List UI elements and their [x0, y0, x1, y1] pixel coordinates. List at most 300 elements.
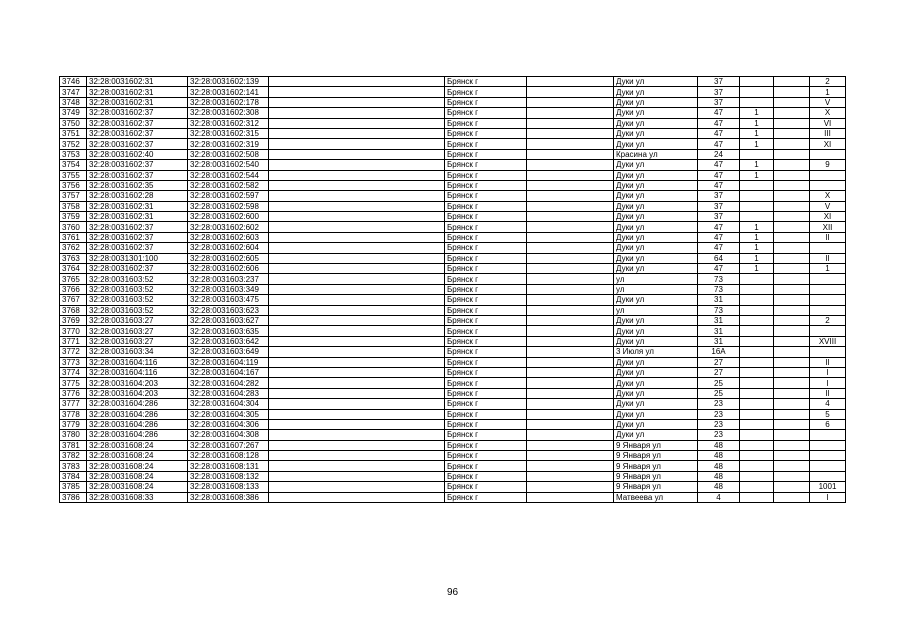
- land-cadastral-number-cell: 32:28:0031608:24: [87, 461, 188, 471]
- blank-cell-cell: [774, 253, 810, 263]
- row-number-cell: 3756: [60, 180, 87, 190]
- city-cell: Брянск г: [445, 315, 527, 325]
- land-cadastral-number-cell: 32:28:0031603:27: [87, 315, 188, 325]
- house-number-cell: 47: [698, 222, 740, 232]
- land-cadastral-number-cell: 32:28:0031602:31: [87, 212, 188, 222]
- building-number-cell: [740, 347, 774, 357]
- row-number-cell: 3771: [60, 336, 87, 346]
- city-cell: Брянск г: [445, 87, 527, 97]
- object-cadastral-number-cell: 32:28:0031608:131: [188, 461, 269, 471]
- table-row: [60, 378, 846, 388]
- land-cadastral-number-cell: 32:28:0031301:100: [87, 253, 188, 263]
- apartment-number-cell: [810, 471, 846, 481]
- blank-cell-cell: [774, 160, 810, 170]
- blank-cell-cell: [269, 139, 445, 149]
- city-cell: Брянск г: [445, 471, 527, 481]
- land-cadastral-number-cell: 32:28:0031608:24: [87, 482, 188, 492]
- blank-cell-cell: [774, 430, 810, 440]
- blank-cell-cell: [527, 378, 614, 388]
- blank-cell-cell: [527, 243, 614, 253]
- object-cadastral-number-cell: 32:28:0031602:606: [188, 264, 269, 274]
- object-cadastral-number-cell: 32:28:0031602:598: [188, 201, 269, 211]
- table-row: [60, 201, 846, 211]
- blank-cell-cell: [269, 97, 445, 107]
- city-cell: Брянск г: [445, 305, 527, 315]
- object-cadastral-number-cell: 32:28:0031608:128: [188, 451, 269, 461]
- row-number-cell: 3763: [60, 253, 87, 263]
- city-cell: Брянск г: [445, 212, 527, 222]
- blank-cell-cell: [774, 264, 810, 274]
- city-cell: Брянск г: [445, 347, 527, 357]
- city-cell: Брянск г: [445, 160, 527, 170]
- row-number-cell: 3772: [60, 347, 87, 357]
- blank-cell-cell: [527, 451, 614, 461]
- table-row: [60, 149, 846, 159]
- row-number-cell: 3770: [60, 326, 87, 336]
- city-cell: Брянск г: [445, 191, 527, 201]
- table-row: [60, 87, 846, 97]
- land-cadastral-number-cell: 32:28:0031604:116: [87, 367, 188, 377]
- street-cell: Дуки ул: [614, 336, 698, 346]
- city-cell: Брянск г: [445, 399, 527, 409]
- house-number-cell: 47: [698, 264, 740, 274]
- house-number-cell: 73: [698, 284, 740, 294]
- house-number-cell: 23: [698, 409, 740, 419]
- object-cadastral-number-cell: 32:28:0031602:139: [188, 77, 269, 87]
- table-row: [60, 409, 846, 419]
- blank-cell-cell: [269, 243, 445, 253]
- apartment-number-cell: II: [810, 232, 846, 242]
- blank-cell-cell: [269, 367, 445, 377]
- blank-cell-cell: [527, 128, 614, 138]
- land-cadastral-number-cell: 32:28:0031602:37: [87, 232, 188, 242]
- object-cadastral-number-cell: 32:28:0031608:386: [188, 492, 269, 502]
- land-cadastral-number-cell: 32:28:0031603:27: [87, 326, 188, 336]
- table-row: [60, 243, 846, 253]
- land-cadastral-number-cell: 32:28:0031608:24: [87, 471, 188, 481]
- street-cell: ул: [614, 274, 698, 284]
- row-number-cell: 3773: [60, 357, 87, 367]
- blank-cell-cell: [269, 180, 445, 190]
- street-cell: 9 Января ул: [614, 461, 698, 471]
- object-cadastral-number-cell: 32:28:0031602:540: [188, 160, 269, 170]
- city-cell: Брянск г: [445, 409, 527, 419]
- object-cadastral-number-cell: 32:28:0031608:132: [188, 471, 269, 481]
- land-cadastral-number-cell: 32:28:0031602:37: [87, 118, 188, 128]
- blank-cell-cell: [269, 222, 445, 232]
- apartment-number-cell: I: [810, 367, 846, 377]
- object-cadastral-number-cell: 32:28:0031604:308: [188, 430, 269, 440]
- blank-cell-cell: [774, 347, 810, 357]
- apartment-number-cell: [810, 461, 846, 471]
- blank-cell-cell: [269, 264, 445, 274]
- blank-cell-cell: [774, 461, 810, 471]
- street-cell: Дуки ул: [614, 201, 698, 211]
- blank-cell-cell: [527, 430, 614, 440]
- building-number-cell: [740, 77, 774, 87]
- land-cadastral-number-cell: 32:28:0031603:52: [87, 284, 188, 294]
- object-cadastral-number-cell: 32:28:0031602:308: [188, 108, 269, 118]
- blank-cell-cell: [774, 222, 810, 232]
- land-cadastral-number-cell: 32:28:0031602:35: [87, 180, 188, 190]
- building-number-cell: [740, 492, 774, 502]
- blank-cell-cell: [774, 201, 810, 211]
- apartment-number-cell: 5: [810, 409, 846, 419]
- house-number-cell: 25: [698, 388, 740, 398]
- city-cell: Брянск г: [445, 274, 527, 284]
- object-cadastral-number-cell: 32:28:0031604:282: [188, 378, 269, 388]
- blank-cell-cell: [774, 139, 810, 149]
- apartment-number-cell: I: [810, 492, 846, 502]
- object-cadastral-number-cell: 32:28:0031602:178: [188, 97, 269, 107]
- blank-cell-cell: [527, 191, 614, 201]
- object-cadastral-number-cell: 32:28:0031604:304: [188, 399, 269, 409]
- blank-cell-cell: [774, 108, 810, 118]
- building-number-cell: [740, 388, 774, 398]
- city-cell: Брянск г: [445, 378, 527, 388]
- city-cell: Брянск г: [445, 128, 527, 138]
- table-row: [60, 461, 846, 471]
- blank-cell-cell: [269, 191, 445, 201]
- house-number-cell: 48: [698, 471, 740, 481]
- row-number-cell: 3757: [60, 191, 87, 201]
- table-row: [60, 471, 846, 481]
- street-cell: Дуки ул: [614, 419, 698, 429]
- city-cell: Брянск г: [445, 326, 527, 336]
- blank-cell-cell: [269, 77, 445, 87]
- blank-cell-cell: [269, 409, 445, 419]
- street-cell: Дуки ул: [614, 222, 698, 232]
- building-number-cell: 1: [740, 128, 774, 138]
- blank-cell-cell: [527, 492, 614, 502]
- table-row: [60, 367, 846, 377]
- blank-cell-cell: [269, 388, 445, 398]
- blank-cell-cell: [527, 295, 614, 305]
- blank-cell-cell: [269, 347, 445, 357]
- row-number-cell: 3781: [60, 440, 87, 450]
- blank-cell-cell: [774, 482, 810, 492]
- street-cell: Дуки ул: [614, 315, 698, 325]
- row-number-cell: 3786: [60, 492, 87, 502]
- building-number-cell: [740, 367, 774, 377]
- object-cadastral-number-cell: 32:28:0031602:319: [188, 139, 269, 149]
- building-number-cell: 1: [740, 264, 774, 274]
- land-cadastral-number-cell: 32:28:0031604:286: [87, 399, 188, 409]
- city-cell: Брянск г: [445, 222, 527, 232]
- house-number-cell: 27: [698, 367, 740, 377]
- building-number-cell: 1: [740, 232, 774, 242]
- house-number-cell: 31: [698, 336, 740, 346]
- house-number-cell: 48: [698, 482, 740, 492]
- house-number-cell: 47: [698, 160, 740, 170]
- row-number-cell: 3755: [60, 170, 87, 180]
- street-cell: Дуки ул: [614, 367, 698, 377]
- row-number-cell: 3747: [60, 87, 87, 97]
- blank-cell-cell: [774, 295, 810, 305]
- street-cell: Дуки ул: [614, 212, 698, 222]
- cadastral-table: [59, 76, 846, 503]
- blank-cell-cell: [269, 295, 445, 305]
- object-cadastral-number-cell: 32:28:0031602:602: [188, 222, 269, 232]
- street-cell: Дуки ул: [614, 253, 698, 263]
- house-number-cell: 31: [698, 326, 740, 336]
- object-cadastral-number-cell: 32:28:0031602:605: [188, 253, 269, 263]
- blank-cell-cell: [774, 284, 810, 294]
- apartment-number-cell: [810, 274, 846, 284]
- building-number-cell: 1: [740, 222, 774, 232]
- object-cadastral-number-cell: 32:28:0031603:237: [188, 274, 269, 284]
- house-number-cell: 23: [698, 430, 740, 440]
- row-number-cell: 3769: [60, 315, 87, 325]
- apartment-number-cell: X: [810, 108, 846, 118]
- street-cell: 3 Июля ул: [614, 347, 698, 357]
- building-number-cell: [740, 419, 774, 429]
- street-cell: Матвеева ул: [614, 492, 698, 502]
- street-cell: 9 Января ул: [614, 482, 698, 492]
- land-cadastral-number-cell: 32:28:0031603:52: [87, 295, 188, 305]
- table-row: [60, 284, 846, 294]
- city-cell: Брянск г: [445, 284, 527, 294]
- building-number-cell: [740, 87, 774, 97]
- street-cell: Дуки ул: [614, 77, 698, 87]
- object-cadastral-number-cell: 32:28:0031603:635: [188, 326, 269, 336]
- building-number-cell: 1: [740, 108, 774, 118]
- row-number-cell: 3748: [60, 97, 87, 107]
- object-cadastral-number-cell: 32:28:0031602:603: [188, 232, 269, 242]
- table-row: [60, 357, 846, 367]
- table-row: [60, 451, 846, 461]
- row-number-cell: 3762: [60, 243, 87, 253]
- building-number-cell: 1: [740, 160, 774, 170]
- object-cadastral-number-cell: 32:28:0031607:267: [188, 440, 269, 450]
- land-cadastral-number-cell: 32:28:0031602:28: [87, 191, 188, 201]
- blank-cell-cell: [527, 409, 614, 419]
- blank-cell-cell: [774, 149, 810, 159]
- city-cell: Брянск г: [445, 451, 527, 461]
- blank-cell-cell: [774, 232, 810, 242]
- row-number-cell: 3776: [60, 388, 87, 398]
- row-number-cell: 3768: [60, 305, 87, 315]
- blank-cell-cell: [527, 87, 614, 97]
- city-cell: Брянск г: [445, 440, 527, 450]
- row-number-cell: 3779: [60, 419, 87, 429]
- row-number-cell: 3760: [60, 222, 87, 232]
- object-cadastral-number-cell: 32:28:0031603:627: [188, 315, 269, 325]
- house-number-cell: 73: [698, 305, 740, 315]
- table-row: [60, 191, 846, 201]
- street-cell: Дуки ул: [614, 388, 698, 398]
- city-cell: Брянск г: [445, 118, 527, 128]
- street-cell: Дуки ул: [614, 243, 698, 253]
- land-cadastral-number-cell: 32:28:0031602:31: [87, 201, 188, 211]
- blank-cell-cell: [527, 77, 614, 87]
- apartment-number-cell: [810, 430, 846, 440]
- blank-cell-cell: [269, 336, 445, 346]
- table-row: [60, 399, 846, 409]
- apartment-number-cell: 2: [810, 315, 846, 325]
- blank-cell-cell: [527, 326, 614, 336]
- building-number-cell: [740, 315, 774, 325]
- building-number-cell: 1: [740, 170, 774, 180]
- land-cadastral-number-cell: 32:28:0031602:37: [87, 264, 188, 274]
- row-number-cell: 3775: [60, 378, 87, 388]
- apartment-number-cell: 1: [810, 264, 846, 274]
- apartment-number-cell: XI: [810, 139, 846, 149]
- table-row: [60, 440, 846, 450]
- object-cadastral-number-cell: 32:28:0031603:623: [188, 305, 269, 315]
- apartment-number-cell: [810, 305, 846, 315]
- house-number-cell: 48: [698, 451, 740, 461]
- object-cadastral-number-cell: 32:28:0031602:544: [188, 170, 269, 180]
- apartment-number-cell: [810, 284, 846, 294]
- table-row: [60, 222, 846, 232]
- house-number-cell: 31: [698, 315, 740, 325]
- house-number-cell: 23: [698, 399, 740, 409]
- table-body: [60, 77, 846, 503]
- apartment-number-cell: 1001: [810, 482, 846, 492]
- land-cadastral-number-cell: 32:28:0031602:37: [87, 128, 188, 138]
- land-cadastral-number-cell: 32:28:0031603:34: [87, 347, 188, 357]
- table-row: [60, 347, 846, 357]
- blank-cell-cell: [269, 128, 445, 138]
- house-number-cell: 47: [698, 243, 740, 253]
- blank-cell-cell: [269, 284, 445, 294]
- blank-cell-cell: [527, 367, 614, 377]
- house-number-cell: 47: [698, 128, 740, 138]
- blank-cell-cell: [774, 97, 810, 107]
- street-cell: ул: [614, 284, 698, 294]
- house-number-cell: 64: [698, 253, 740, 263]
- blank-cell-cell: [774, 87, 810, 97]
- blank-cell-cell: [527, 108, 614, 118]
- apartment-number-cell: X: [810, 191, 846, 201]
- house-number-cell: 47: [698, 139, 740, 149]
- table-row: [60, 326, 846, 336]
- house-number-cell: 27: [698, 357, 740, 367]
- house-number-cell: 16А: [698, 347, 740, 357]
- house-number-cell: 73: [698, 274, 740, 284]
- building-number-cell: [740, 451, 774, 461]
- street-cell: Дуки ул: [614, 108, 698, 118]
- object-cadastral-number-cell: 32:28:0031602:604: [188, 243, 269, 253]
- object-cadastral-number-cell: 32:28:0031604:306: [188, 419, 269, 429]
- street-cell: Дуки ул: [614, 326, 698, 336]
- blank-cell-cell: [774, 326, 810, 336]
- apartment-number-cell: II: [810, 388, 846, 398]
- blank-cell-cell: [269, 461, 445, 471]
- blank-cell-cell: [527, 461, 614, 471]
- row-number-cell: 3746: [60, 77, 87, 87]
- blank-cell-cell: [774, 305, 810, 315]
- land-cadastral-number-cell: 32:28:0031603:27: [87, 336, 188, 346]
- row-number-cell: 3767: [60, 295, 87, 305]
- city-cell: Брянск г: [445, 139, 527, 149]
- blank-cell-cell: [269, 357, 445, 367]
- land-cadastral-number-cell: 32:28:0031604:286: [87, 419, 188, 429]
- city-cell: Брянск г: [445, 77, 527, 87]
- street-cell: Дуки ул: [614, 264, 698, 274]
- city-cell: Брянск г: [445, 295, 527, 305]
- blank-cell-cell: [527, 212, 614, 222]
- city-cell: Брянск г: [445, 264, 527, 274]
- building-number-cell: [740, 191, 774, 201]
- building-number-cell: [740, 399, 774, 409]
- object-cadastral-number-cell: 32:28:0031608:133: [188, 482, 269, 492]
- blank-cell-cell: [269, 440, 445, 450]
- house-number-cell: 24: [698, 149, 740, 159]
- blank-cell-cell: [269, 378, 445, 388]
- object-cadastral-number-cell: 32:28:0031604:119: [188, 357, 269, 367]
- city-cell: Брянск г: [445, 482, 527, 492]
- row-number-cell: 3783: [60, 461, 87, 471]
- row-number-cell: 3784: [60, 471, 87, 481]
- building-number-cell: [740, 409, 774, 419]
- house-number-cell: 37: [698, 87, 740, 97]
- blank-cell-cell: [527, 347, 614, 357]
- row-number-cell: 3778: [60, 409, 87, 419]
- blank-cell-cell: [269, 87, 445, 97]
- land-cadastral-number-cell: 32:28:0031608:33: [87, 492, 188, 502]
- blank-cell-cell: [527, 336, 614, 346]
- blank-cell-cell: [269, 451, 445, 461]
- house-number-cell: 4: [698, 492, 740, 502]
- blank-cell-cell: [527, 264, 614, 274]
- street-cell: Дуки ул: [614, 191, 698, 201]
- table-row: [60, 128, 846, 138]
- table-row: [60, 419, 846, 429]
- apartment-number-cell: II: [810, 253, 846, 263]
- blank-cell-cell: [269, 419, 445, 429]
- row-number-cell: 3766: [60, 284, 87, 294]
- apartment-number-cell: XI: [810, 212, 846, 222]
- row-number-cell: 3785: [60, 482, 87, 492]
- row-number-cell: 3761: [60, 232, 87, 242]
- land-cadastral-number-cell: 32:28:0031602:31: [87, 77, 188, 87]
- blank-cell-cell: [527, 232, 614, 242]
- table-row: [60, 77, 846, 87]
- apartment-number-cell: [810, 440, 846, 450]
- blank-cell-cell: [527, 274, 614, 284]
- apartment-number-cell: 6: [810, 419, 846, 429]
- house-number-cell: 37: [698, 191, 740, 201]
- table-row: [60, 160, 846, 170]
- object-cadastral-number-cell: 32:28:0031602:312: [188, 118, 269, 128]
- blank-cell-cell: [527, 284, 614, 294]
- house-number-cell: 31: [698, 295, 740, 305]
- table-row: [60, 295, 846, 305]
- blank-cell-cell: [774, 128, 810, 138]
- street-cell: Дуки ул: [614, 139, 698, 149]
- land-cadastral-number-cell: 32:28:0031604:116: [87, 357, 188, 367]
- table-row: [60, 388, 846, 398]
- apartment-number-cell: 9: [810, 160, 846, 170]
- row-number-cell: 3750: [60, 118, 87, 128]
- street-cell: Дуки ул: [614, 180, 698, 190]
- object-cadastral-number-cell: 32:28:0031602:508: [188, 149, 269, 159]
- city-cell: Брянск г: [445, 492, 527, 502]
- blank-cell-cell: [774, 440, 810, 450]
- apartment-number-cell: 4: [810, 399, 846, 409]
- building-number-cell: [740, 201, 774, 211]
- house-number-cell: 47: [698, 108, 740, 118]
- apartment-number-cell: VI: [810, 118, 846, 128]
- apartment-number-cell: [810, 180, 846, 190]
- table-row: [60, 139, 846, 149]
- street-cell: Красина ул: [614, 149, 698, 159]
- house-number-cell: 47: [698, 232, 740, 242]
- city-cell: Брянск г: [445, 232, 527, 242]
- building-number-cell: [740, 326, 774, 336]
